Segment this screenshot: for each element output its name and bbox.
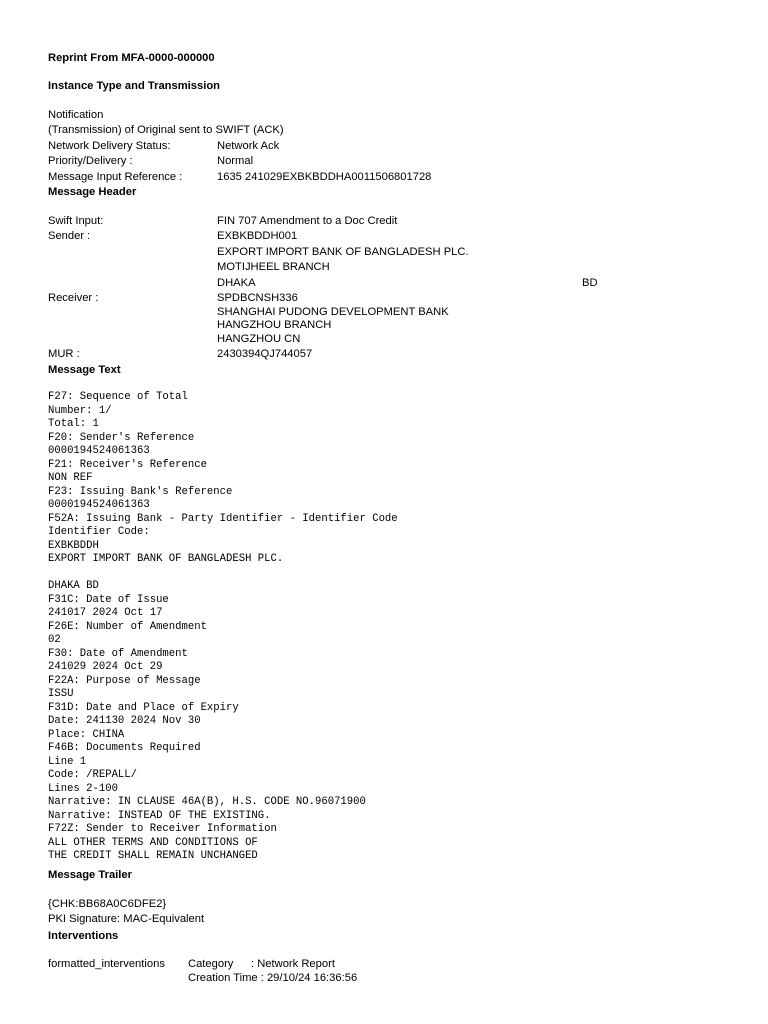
- message-line: 02: [48, 634, 61, 646]
- message-trailer-heading: Message Trailer: [48, 869, 132, 881]
- message-line: [48, 567, 398, 581]
- receiver-bic: SPDBCNSH336: [217, 292, 298, 304]
- message-text-heading: Message Text: [48, 364, 121, 376]
- field-label: Receiver :: [48, 292, 99, 304]
- message-line: F26E: Number of Amendment: [48, 620, 207, 633]
- receiver-city: HANGZHOU CN: [217, 332, 301, 345]
- priority-delivery-row: [48, 154, 728, 169]
- message-line: Date: 241130 2024 Nov 30: [48, 715, 201, 727]
- message-line: Place: CHINA: [48, 728, 125, 741]
- message-line: EXBKBDDH: [48, 539, 99, 552]
- message-line: Line 1: [48, 755, 87, 768]
- reprint-title: Reprint From MFA-0000-000000: [48, 52, 215, 64]
- message-line: F72Z: Sender to Receiver Information: [48, 823, 277, 835]
- sender-row: [48, 229, 728, 244]
- swift-input-row: [48, 214, 728, 229]
- message-line: F52A: Issuing Bank - Party Identifier - Identifier Code: [48, 512, 398, 525]
- field-label: Priority/Delivery :: [48, 155, 133, 168]
- message-line: Total: 1: [48, 418, 99, 430]
- message-line: F46B: Documents Required: [48, 742, 201, 754]
- instance-heading: Instance Type and Transmission: [48, 80, 221, 92]
- sender-line: [48, 276, 728, 291]
- message-line: ALL OTHER TERMS AND CONDITIONS OF: [48, 836, 258, 849]
- message-line: Code: /REPALL/: [48, 769, 138, 781]
- receiver-bank-name: SHANGHAI PUDONG DEVELOPMENT BANK: [217, 305, 449, 318]
- sender-bank-name: EXPORT IMPORT BANK OF BANGLADESH PLC.: [217, 245, 469, 258]
- sender-city: DHAKA: [217, 276, 256, 289]
- field-label: Message Input Reference :: [48, 170, 183, 183]
- message-line: Identifier Code:: [48, 526, 150, 538]
- category-value: : Network Report: [251, 958, 335, 970]
- message-line: Narrative: IN CLAUSE 46A(B), H.S. CODE NO.96071900: [48, 796, 366, 808]
- receiver-branch: HANGZHOU BRANCH: [217, 319, 332, 331]
- message-line: 241029 2024 Oct 29: [48, 661, 163, 673]
- field-label: Network Delivery Status:: [48, 139, 171, 152]
- message-line: 241017 2024 Oct 17: [48, 607, 163, 619]
- message-line: 0000194524061363: [48, 499, 150, 511]
- mur-row: [48, 347, 728, 362]
- interventions-heading: Interventions: [48, 930, 119, 942]
- message-line: F21: Receiver's Reference: [48, 458, 207, 471]
- message-line: Lines 2-100: [48, 782, 118, 795]
- field-value: Network Ack: [217, 139, 280, 152]
- message-text-body: [48, 391, 398, 864]
- sender-line: [48, 260, 728, 275]
- pki-signature: PKI Signature: MAC-Equivalent: [48, 913, 205, 926]
- sender-line: [48, 245, 728, 260]
- interventions-label: formatted_interventions: [48, 958, 165, 970]
- message-header-heading: Message Header: [48, 186, 137, 198]
- message-line: EXPORT IMPORT BANK OF BANGLADESH PLC.: [48, 553, 284, 565]
- instance-line-transmission: (Transmission) of Original sent to SWIFT (ACK): [48, 124, 284, 137]
- message-line: THE CREDIT SHALL REMAIN UNCHANGED: [48, 850, 258, 862]
- message-line: F30: Date of Amendment: [48, 647, 188, 660]
- message-line: NON REF: [48, 472, 93, 484]
- sender-branch: MOTIJHEEL BRANCH: [217, 261, 330, 274]
- field-value: FIN 707 Amendment to a Doc Credit: [217, 215, 398, 227]
- sender-country: BD: [582, 276, 598, 289]
- message-line: F22A: Purpose of Message: [48, 674, 201, 687]
- checksum: {CHK:BB68A0C6DFE2}: [48, 898, 167, 910]
- creation-time: Creation Time : 29/10/24 16:36:56: [188, 972, 358, 984]
- message-line: ISSU: [48, 688, 74, 700]
- receiver-line: [48, 332, 728, 347]
- field-label: MUR :: [48, 347, 80, 360]
- message-line: F31C: Date of Issue: [48, 593, 169, 606]
- category-key: Category: [188, 958, 234, 970]
- message-line: F27: Sequence of Total: [48, 391, 188, 403]
- message-line: Number: 1/: [48, 404, 112, 417]
- message-line: F31D: Date and Place of Expiry: [48, 701, 239, 714]
- message-line: Narrative: INSTEAD OF THE EXISTING.: [48, 809, 271, 822]
- message-line: F20: Sender's Reference: [48, 431, 195, 444]
- field-value: 2430394QJ744057: [217, 347, 313, 360]
- field-label: Swift Input:: [48, 215, 104, 227]
- network-delivery-status-row: [48, 139, 728, 154]
- sender-bic: EXBKBDDH001: [217, 230, 298, 243]
- message-line: DHAKA BD: [48, 580, 99, 592]
- message-line: F23: Issuing Bank's Reference: [48, 485, 233, 498]
- field-label: Sender :: [48, 230, 91, 243]
- message-input-reference-row: [48, 170, 728, 185]
- field-value: 1635 241029EXBKBDDHA0011506801728: [217, 170, 432, 183]
- field-value: Normal: [217, 155, 254, 168]
- message-line: 0000194524061363: [48, 445, 150, 457]
- instance-line-notification: Notification: [48, 109, 104, 121]
